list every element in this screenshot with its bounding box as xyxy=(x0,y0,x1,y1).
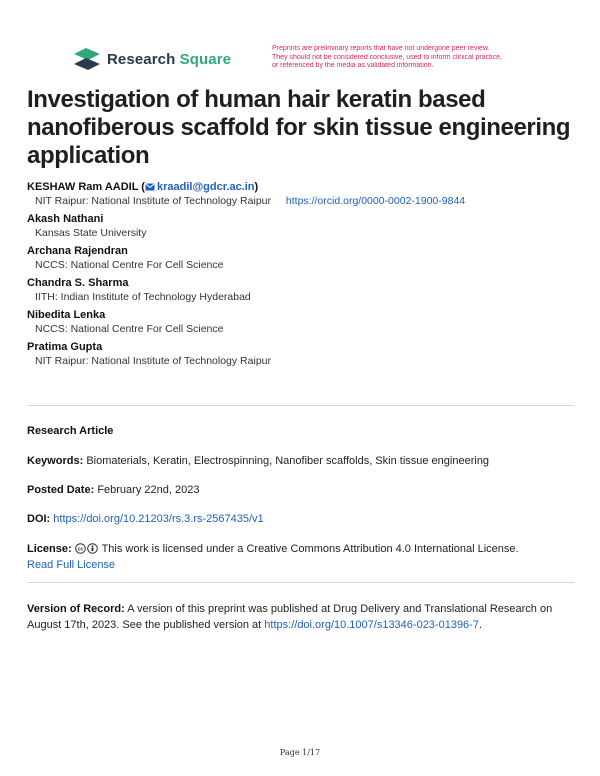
brand-name: Research Square xyxy=(107,50,232,68)
doi-link[interactable]: https://doi.org/10.21203/rs.3.rs-2567435/v1 xyxy=(53,513,264,525)
preprint-disclaimer xyxy=(272,45,532,71)
author-name: Archana Rajendran xyxy=(27,245,128,257)
page-number: Page 1/17 xyxy=(279,748,321,757)
header xyxy=(0,0,600,80)
keywords: Keywords: Biomaterials, Keratin, Electrospinning, Nanofiber scaffolds, Skin tissue engineering xyxy=(27,455,490,467)
envelope-icon xyxy=(145,183,155,191)
doi: DOI: https://doi.org/10.21203/rs.3.rs-2567435/v1 xyxy=(27,513,264,525)
author-list xyxy=(27,180,587,372)
disclaimer-line: or referenced by the media as validated information. xyxy=(272,62,434,70)
by-icon xyxy=(87,543,98,554)
divider xyxy=(27,582,574,583)
author-affiliation: NCCS: National Centre For Cell Science xyxy=(35,323,224,335)
author-affiliation: NCCS: National Centre For Cell Science xyxy=(35,259,224,271)
disclaimer-line: Preprints are preliminary reports that have not undergone peer review. xyxy=(272,45,490,52)
author-name: KESHAW Ram AADIL ( kraadil@gdcr.ac.in) xyxy=(27,181,259,193)
author-affiliation: Kansas State University xyxy=(35,227,147,239)
article-type: Research Article xyxy=(27,425,114,437)
author-affiliation: IITH: Indian Institute of Technology Hyderabad xyxy=(35,291,251,303)
cc-icon xyxy=(75,543,86,554)
license: License: cc This work is licensed under a Creative Commons Attribution 4.0 International License. Read Full License xyxy=(27,543,519,571)
version-of-record: Version of Record: A version of this preprint was published at Drug Delivery and Translational Research on August 17th, 2023. See the published version at https://doi.org/10.1007/s13346-023-01396-7. xyxy=(27,603,553,631)
author-affiliation: NIT Raipur: National Institute of Technology Raipur https://orcid.org/0000-0002-1900-9844 xyxy=(35,195,466,207)
author-email-link[interactable]: kraadil@gdcr.ac.in xyxy=(145,181,255,193)
author-name: Pratima Gupta xyxy=(27,341,103,353)
paper-title: Investigation of human hair keratin based nanofiberous scaffold for skin tissue engineering application xyxy=(27,86,571,169)
disclaimer-line: They should not be considered conclusive, used to inform clinical practice, xyxy=(272,53,502,61)
author-affiliation: NIT Raipur: National Institute of Technology Raipur xyxy=(35,355,271,367)
posted-date: Posted Date: February 22nd, 2023 xyxy=(27,484,200,496)
research-square-logo[interactable] xyxy=(74,48,231,70)
svg-text:cc: cc xyxy=(77,546,83,553)
author-name: Nibedita Lenka xyxy=(27,309,106,321)
read-full-license-link[interactable]: Read Full License xyxy=(27,559,116,571)
version-of-record-link[interactable]: https://doi.org/10.1007/s13346-023-01396-7 xyxy=(264,619,479,631)
orcid-link[interactable]: https://orcid.org/0000-0002-1900-9844 xyxy=(285,195,466,207)
divider xyxy=(27,405,574,406)
research-square-logo-icon xyxy=(74,48,100,70)
author-name: Akash Nathani xyxy=(27,213,104,225)
author-name: Chandra S. Sharma xyxy=(27,277,129,289)
